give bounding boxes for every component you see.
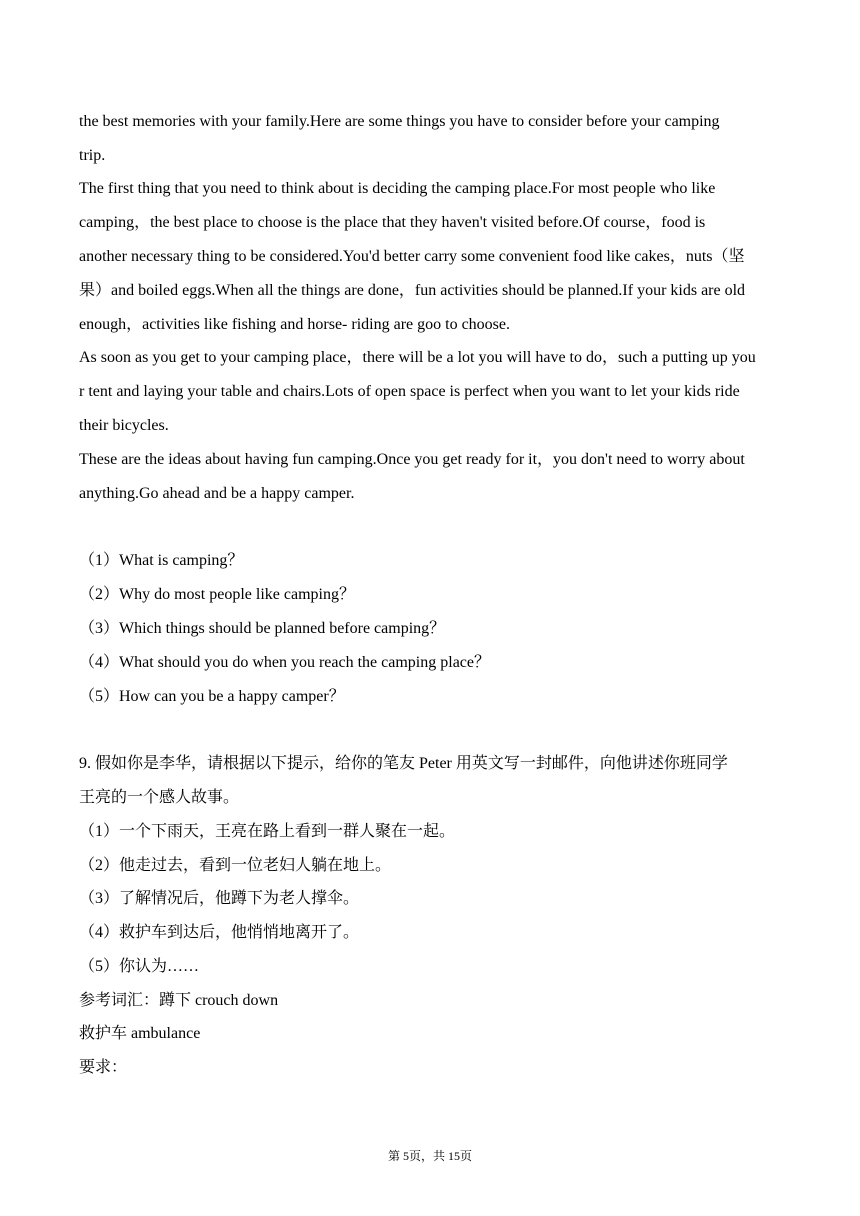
question-item: （1）What is camping？ [79,552,244,569]
passage-line: As soon as you get to your camping place，there will be a lot you will have to do，such a putting up you [79,349,756,366]
requirements-label: 要求： [79,1059,128,1076]
passage-line: enough，activities like fishing and horse- riding are goo to choose. [79,316,511,333]
page-number: 第 5页，共 15页 [387,1149,472,1163]
passage-line: These are the ideas about having fun camping.Once you get ready for it，you don't need to worry about [79,451,745,468]
question-item: （3）Which things should be planned before camping？ [79,620,446,637]
task-prompt-line: 9. 假如你是李华，请根据以下提示，给你的笔友 Peter 用英文写一封邮件，向他讲述你班同学 [79,755,728,772]
passage-line: another necessary thing to be considered.You'd better carry some convenient food like cakes，nuts（坚 [79,248,745,265]
task-hint: （5）你认为…… [79,958,200,975]
vocab-line: 救护车 ambulance [79,1025,201,1042]
task-hint: （3）了解情况后，他蹲下为老人撑伞。 [79,890,360,907]
passage-line: anything.Go ahead and be a happy camper. [79,485,355,502]
passage-line: camping，the best place to choose is the place that they haven't visited before.Of course，food is [79,214,706,231]
question-item: （4）What should you do when you reach the camping place？ [79,654,491,671]
passage-line: 果）and boiled eggs.When all the things are done，fun activities should be planned.If your kids are old [79,282,746,299]
passage-line: r tent and laying your table and chairs.Lots of open space is perfect when you want to let your kids ride [79,383,740,400]
passage-line: The first thing that you need to think about is deciding the camping place.For most people who like [79,180,716,197]
question-item: （5）How can you be a happy camper？ [79,688,345,705]
passage-line: trip. [79,147,106,164]
task-hint: （4）救护车到达后，他悄悄地离开了。 [79,924,360,941]
task-hint: （2）他走过去，看到一位老妇人躺在地上。 [79,857,392,874]
question-item: （2）Why do most people like camping？ [79,586,355,603]
passage-line: the best memories with your family.Here are some things you have to consider before your camping [79,113,720,130]
vocab-line: 参考词汇：蹲下 crouch down [79,992,279,1009]
task-prompt-line: 王亮的一个感人故事。 [79,789,240,806]
task-hint: （1）一个下雨天，王亮在路上看到一群人聚在一起。 [79,823,456,840]
passage-line: their bicycles. [79,417,169,434]
